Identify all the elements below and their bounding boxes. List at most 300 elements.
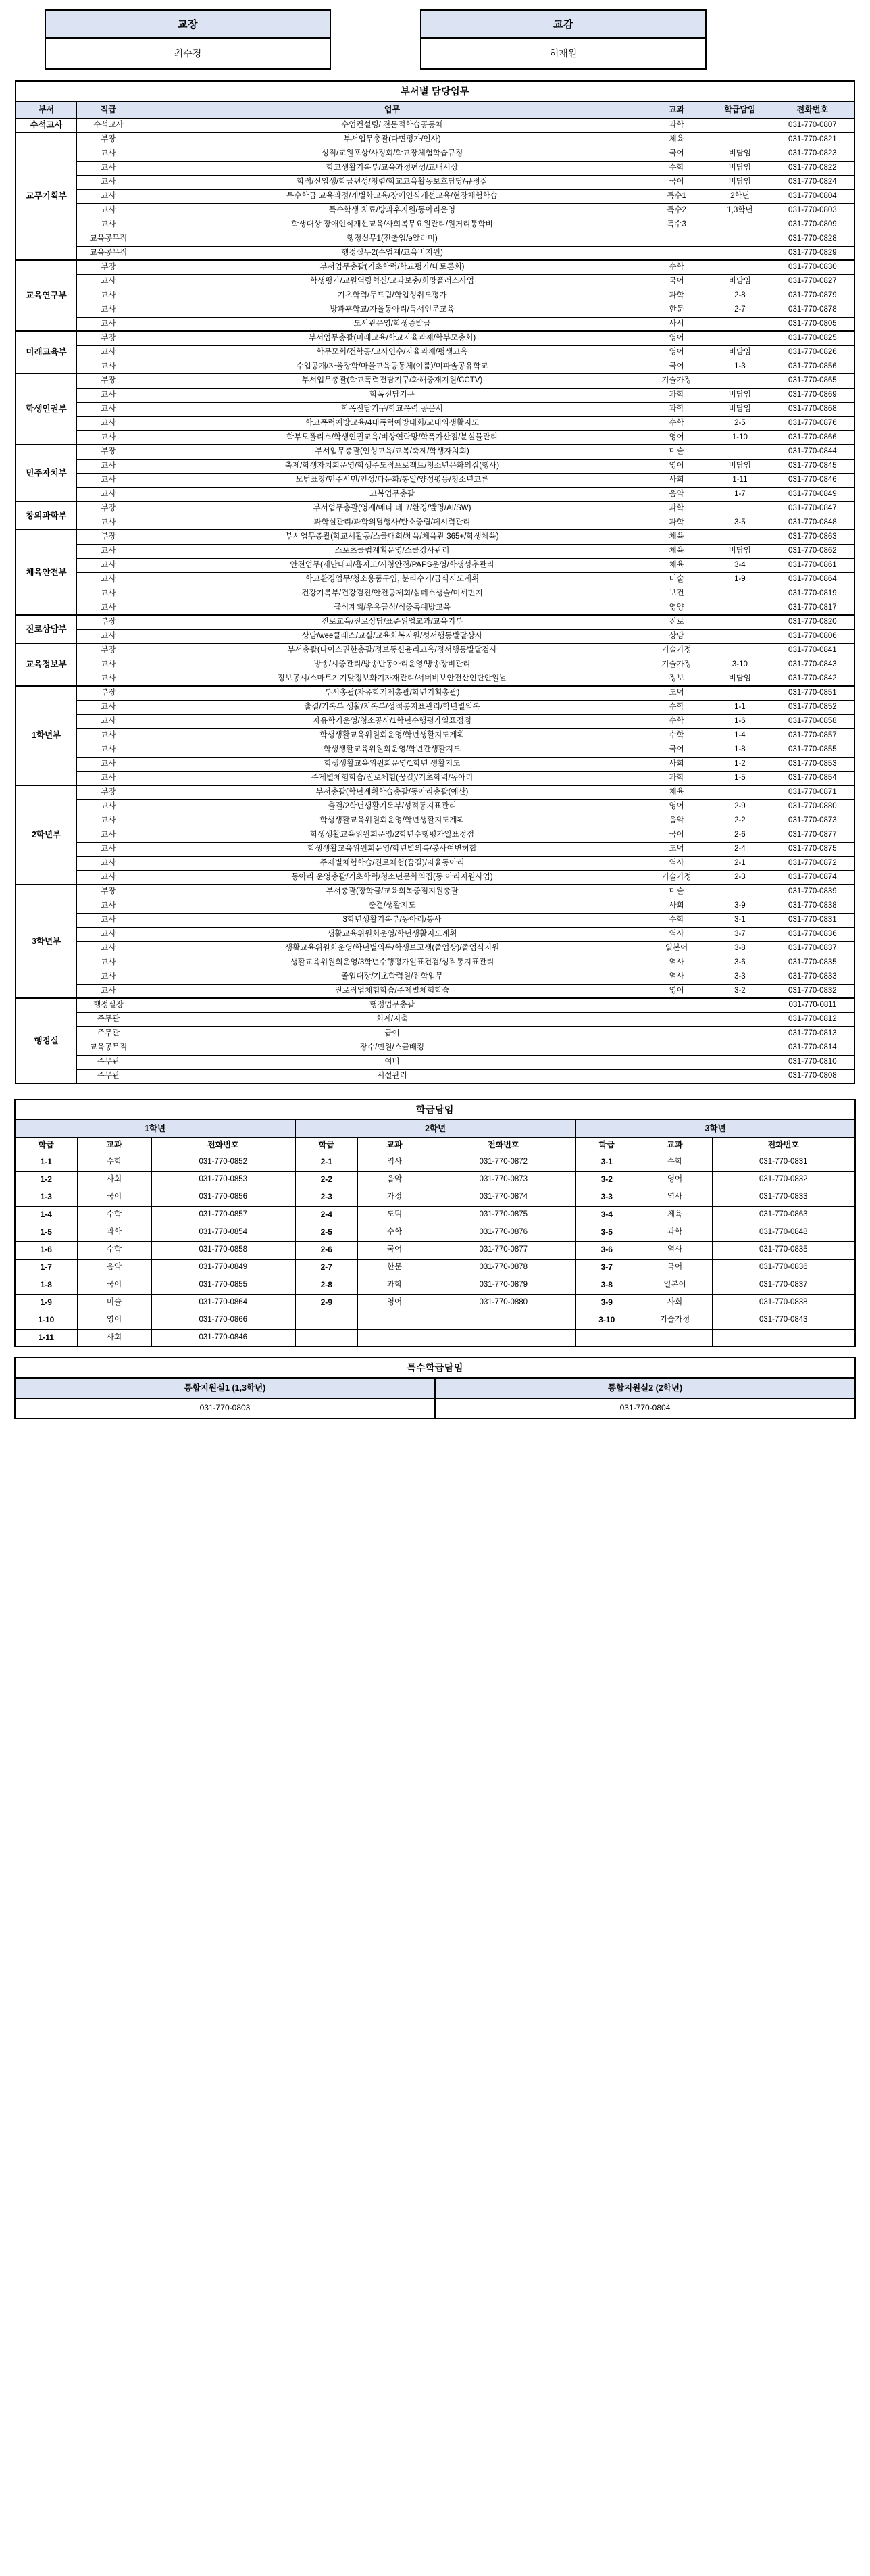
phone-cell: 031-770-0836	[771, 927, 854, 941]
homeroom-cell: 비담임	[709, 147, 771, 161]
table-row	[16, 842, 854, 856]
phone-cell: 031-770-0869	[771, 388, 854, 402]
rank-cell: 교사	[77, 728, 140, 743]
duty-cell: 졸업대장/기초학력원/진학업무	[140, 970, 644, 984]
subject-cell: 영양	[644, 601, 709, 615]
rank-cell: 교사	[77, 218, 140, 232]
table-row	[16, 870, 854, 885]
subject-cell: 사서	[644, 317, 709, 331]
table-row	[16, 558, 854, 572]
duty-cell: 교복업무총괄	[140, 487, 644, 501]
phone-cell: 031-770-0809	[771, 218, 854, 232]
phone-cell: 031-770-0830	[771, 260, 854, 274]
phone-cell: 031-770-0868	[771, 402, 854, 416]
special-room-2-phone: 031-770-0804	[435, 1398, 855, 1418]
homeroom-phone-cell: 031-770-0853	[151, 1171, 295, 1189]
phone-cell: 031-770-0858	[771, 714, 854, 728]
phone-cell: 031-770-0831	[771, 913, 854, 927]
rank-cell: 부장	[77, 615, 140, 629]
table-row	[16, 1041, 854, 1055]
homeroom-cell: 2학년	[709, 189, 771, 203]
homeroom-phone-cell: 031-770-0832	[712, 1171, 855, 1189]
subcol-phone-2: 전화번호	[432, 1137, 575, 1154]
duty-cell: 과학실관리/과학의달행사/탄소중립/페시력관리	[140, 516, 644, 530]
duty-cell: 학교환경업무/청소용품구입, 분리수거/급식시도계획	[140, 572, 644, 587]
rank-cell: 교사	[77, 203, 140, 218]
rank-cell: 교사	[77, 870, 140, 885]
homeroom-cell: 3-2	[709, 984, 771, 998]
homeroom-class-cell: 2-4	[295, 1206, 357, 1224]
table-row	[16, 388, 854, 402]
phone-cell: 031-770-0804	[771, 189, 854, 203]
homeroom-cell	[709, 615, 771, 629]
duty-cell: 상담/wee클래스/교실/교육회복지원/성서행동발달상사	[140, 629, 644, 643]
rank-cell: 교사	[77, 587, 140, 601]
leadership-row	[45, 0, 870, 80]
col-header-homeroom: 학급담임	[709, 101, 771, 118]
department-duty-body	[16, 118, 854, 1083]
phone-cell: 031-770-0857	[771, 728, 854, 743]
homeroom-cell: 3-1	[709, 913, 771, 927]
homeroom-cell: 비담임	[709, 388, 771, 402]
homeroom-class-cell: 3-4	[575, 1206, 638, 1224]
phone-cell: 031-770-0826	[771, 345, 854, 360]
rank-cell: 교사	[77, 544, 140, 558]
table-row	[16, 913, 854, 927]
homeroom-cell: 3-7	[709, 927, 771, 941]
subject-cell: 수학	[644, 416, 709, 430]
table-row	[16, 643, 854, 658]
duty-cell: 부서업무총괄(학교폭력전담기구/화해중재지원/CCTV)	[140, 374, 644, 388]
homeroom-class-cell: 2-1	[295, 1154, 357, 1171]
homeroom-subject-cell: 수학	[77, 1206, 151, 1224]
subject-cell: 수학	[644, 260, 709, 274]
homeroom-subject-cell: 과학	[77, 1224, 151, 1241]
phone-cell: 031-770-0812	[771, 1012, 854, 1026]
homeroom-phone-cell: 031-770-0831	[712, 1154, 855, 1171]
table-row	[16, 147, 854, 161]
homeroom-cell: 2-3	[709, 870, 771, 885]
phone-cell: 031-770-0871	[771, 785, 854, 799]
phone-cell: 031-770-0878	[771, 303, 854, 317]
homeroom-class-cell: 1-1	[15, 1154, 77, 1171]
rank-cell: 부장	[77, 132, 140, 147]
homeroom-subject-cell: 기술가정	[638, 1312, 712, 1329]
subject-cell: 사회	[644, 757, 709, 771]
department-name-cell: 교육정보부	[16, 643, 77, 686]
table-row	[16, 970, 854, 984]
homeroom-cell	[709, 885, 771, 899]
phone-cell: 031-770-0839	[771, 885, 854, 899]
subject-cell: 특수2	[644, 203, 709, 218]
homeroom-cell	[709, 530, 771, 544]
homeroom-class-cell: 1-8	[15, 1277, 77, 1294]
duty-cell: 수업컨설팅/ 전문적학습공동체	[140, 118, 644, 132]
table-row	[16, 1012, 854, 1026]
phone-cell: 031-770-0832	[771, 984, 854, 998]
department-name-cell: 1학년부	[16, 686, 77, 785]
department-name-cell: 3학년부	[16, 885, 77, 998]
phone-cell: 031-770-0842	[771, 672, 854, 686]
homeroom-cell: 1-2	[709, 757, 771, 771]
subject-cell	[644, 1055, 709, 1069]
homeroom-subject-cell: 한문	[357, 1259, 432, 1277]
homeroom-cell: 2-4	[709, 842, 771, 856]
homeroom-row	[15, 1189, 855, 1206]
homeroom-phone-cell: 031-770-0880	[432, 1294, 575, 1312]
homeroom-phone-cell: 031-770-0846	[151, 1329, 295, 1347]
rank-cell: 교사	[77, 416, 140, 430]
main-table-banner: 부서별 담당업무	[16, 81, 854, 101]
homeroom-subject-cell: 체육	[638, 1206, 712, 1224]
rank-cell: 교사	[77, 572, 140, 587]
homeroom-phone-cell: 031-770-0835	[712, 1241, 855, 1259]
subject-cell: 보건	[644, 587, 709, 601]
homeroom-phone-cell: 031-770-0833	[712, 1189, 855, 1206]
homeroom-row	[15, 1329, 855, 1347]
phone-cell: 031-770-0862	[771, 544, 854, 558]
rank-cell: 부장	[77, 530, 140, 544]
rank-cell: 교사	[77, 147, 140, 161]
special-banner: 특수학급담임	[15, 1358, 855, 1378]
rank-cell: 교사	[77, 984, 140, 998]
subject-cell: 국어	[644, 828, 709, 842]
department-name-cell: 민주자치부	[16, 445, 77, 501]
table-row	[16, 984, 854, 998]
rank-cell: 행정실장	[77, 998, 140, 1012]
homeroom-cell: 3-8	[709, 941, 771, 956]
homeroom-cell	[709, 445, 771, 459]
phone-cell: 031-770-0873	[771, 814, 854, 828]
rank-cell: 교사	[77, 189, 140, 203]
subject-cell: 일본어	[644, 941, 709, 956]
homeroom-subject-cell	[357, 1312, 432, 1329]
table-row	[16, 189, 854, 203]
special-room-1-header: 통합지원실1 (1,3학년)	[15, 1378, 435, 1398]
homeroom-cell	[709, 1012, 771, 1026]
homeroom-class-cell: 2-6	[295, 1241, 357, 1259]
special-phone-row	[15, 1398, 855, 1418]
department-name-cell: 수석교사	[16, 118, 77, 132]
homeroom-class-cell: 3-9	[575, 1294, 638, 1312]
homeroom-class-cell: 2-9	[295, 1294, 357, 1312]
homeroom-cell: 비담임	[709, 544, 771, 558]
subject-cell: 과학	[644, 118, 709, 132]
rank-cell: 교사	[77, 743, 140, 757]
table-row	[16, 799, 854, 814]
rank-cell: 부장	[77, 785, 140, 799]
homeroom-class-cell: 3-10	[575, 1312, 638, 1329]
rank-cell: 부장	[77, 445, 140, 459]
homeroom-class-cell: 1-10	[15, 1312, 77, 1329]
subject-cell: 과학	[644, 289, 709, 303]
homeroom-subject-cell: 가정	[357, 1189, 432, 1206]
phone-cell: 031-770-0874	[771, 870, 854, 885]
homeroom-subject-cell	[357, 1329, 432, 1347]
duty-cell: 행정실무2(수업계/교육비지원)	[140, 246, 644, 260]
homeroom-phone-cell: 031-770-0849	[151, 1259, 295, 1277]
phone-cell: 031-770-0854	[771, 771, 854, 785]
phone-cell: 031-770-0848	[771, 516, 854, 530]
homeroom-subject-cell: 국어	[638, 1259, 712, 1277]
homeroom-class-cell: 1-9	[15, 1294, 77, 1312]
table-row	[16, 274, 854, 289]
phone-cell: 031-770-0847	[771, 501, 854, 516]
duty-cell: 특수학생 치료/방과후지원/동아리운영	[140, 203, 644, 218]
duty-cell: 진로직업체험학습/주제별체험학습	[140, 984, 644, 998]
homeroom-phone-cell: 031-770-0837	[712, 1277, 855, 1294]
duty-cell: 부서업무총괄(영재/메타 테크/환경/발명/AI/SW)	[140, 501, 644, 516]
subject-cell: 역사	[644, 856, 709, 870]
homeroom-cell	[709, 587, 771, 601]
table-row	[16, 572, 854, 587]
phone-cell: 031-770-0811	[771, 998, 854, 1012]
homeroom-subject-cell: 사회	[77, 1171, 151, 1189]
rank-cell: 부장	[77, 885, 140, 899]
grade-header-3: 3학년	[575, 1120, 855, 1137]
subject-cell: 도덕	[644, 842, 709, 856]
homeroom-cell: 3-6	[709, 956, 771, 970]
subject-cell: 체육	[644, 132, 709, 147]
table-row	[16, 530, 854, 544]
table-row	[16, 218, 854, 232]
homeroom-row	[15, 1277, 855, 1294]
table-row	[16, 998, 854, 1012]
homeroom-class-cell: 3-5	[575, 1224, 638, 1241]
homeroom-phone-cell: 031-770-0872	[432, 1154, 575, 1171]
spacer-3	[0, 1419, 870, 1434]
rank-cell: 교사	[77, 814, 140, 828]
subject-cell: 수학	[644, 913, 709, 927]
rank-cell: 교사	[77, 629, 140, 643]
homeroom-cell: 1-9	[709, 572, 771, 587]
duty-cell: 출결/기록부 생활/지록부/성적통지표관리/학년별의록	[140, 700, 644, 714]
homeroom-subject-cell: 역사	[638, 1241, 712, 1259]
homeroom-cell: 3-10	[709, 658, 771, 672]
subject-cell	[644, 232, 709, 246]
phone-cell: 031-770-0821	[771, 132, 854, 147]
special-homeroom-table	[14, 1357, 856, 1419]
subject-cell: 영어	[644, 331, 709, 345]
subject-cell: 역사	[644, 927, 709, 941]
subject-cell: 영어	[644, 430, 709, 445]
duty-cell: 장수/민원/스클배킹	[140, 1041, 644, 1055]
phone-cell: 031-770-0825	[771, 331, 854, 345]
phone-cell: 031-770-0875	[771, 842, 854, 856]
homeroom-class-cell: 1-3	[15, 1189, 77, 1206]
col-header-duty: 업무	[140, 101, 644, 118]
table-row	[16, 374, 854, 388]
homeroom-cell	[709, 331, 771, 345]
homeroom-subject-cell: 국어	[77, 1277, 151, 1294]
phone-cell: 031-770-0820	[771, 615, 854, 629]
homeroom-phone-cell: 031-770-0855	[151, 1277, 295, 1294]
homeroom-cell	[709, 374, 771, 388]
homeroom-cell: 1-1	[709, 700, 771, 714]
phone-cell: 031-770-0838	[771, 899, 854, 913]
homeroom-cell	[709, 629, 771, 643]
rank-cell: 교사	[77, 558, 140, 572]
homeroom-cell: 3-4	[709, 558, 771, 572]
phone-cell: 031-770-0823	[771, 147, 854, 161]
duty-cell: 동아리 운영총괄/기초학력/청소년문화의집(동 아리지원사업)	[140, 870, 644, 885]
rank-cell: 교사	[77, 360, 140, 374]
subject-cell: 기술가정	[644, 374, 709, 388]
homeroom-cell: 2-1	[709, 856, 771, 870]
homeroom-banner: 학급담임	[15, 1099, 855, 1120]
homeroom-subject-cell: 수학	[77, 1154, 151, 1171]
homeroom-class-cell: 3-8	[575, 1277, 638, 1294]
homeroom-phone-cell: 031-770-0866	[151, 1312, 295, 1329]
phone-cell: 031-770-0845	[771, 459, 854, 473]
homeroom-cell	[709, 232, 771, 246]
department-name-cell: 교무기획부	[16, 132, 77, 260]
duty-cell: 방송/시중관리/방송반동아리운영/방송장비관리	[140, 658, 644, 672]
grade-header-1: 1학년	[15, 1120, 295, 1137]
department-name-cell: 창의과학부	[16, 501, 77, 530]
rank-cell: 교사	[77, 700, 140, 714]
homeroom-class-cell: 3-1	[575, 1154, 638, 1171]
duty-cell: 축제/학생자치회운영/학생주도적프로젝트/청소년문화의집(행사)	[140, 459, 644, 473]
table-row	[16, 544, 854, 558]
homeroom-cell: 2-5	[709, 416, 771, 430]
rank-cell: 부장	[77, 331, 140, 345]
duty-cell: 학생대상 장애인식개선교육/사회복무요원관리/원거리통학비	[140, 218, 644, 232]
homeroom-row	[15, 1241, 855, 1259]
duty-cell: 부서업무총괄(인성교육/교복/축제/학생자치회)	[140, 445, 644, 459]
homeroom-sub-header-row	[15, 1137, 855, 1154]
rank-cell: 부장	[77, 686, 140, 700]
table-row	[16, 658, 854, 672]
duty-cell: 부서업무총괄(기초학력/학교평가/대토론회)	[140, 260, 644, 274]
homeroom-class-cell: 2-5	[295, 1224, 357, 1241]
homeroom-cell: 비담임	[709, 402, 771, 416]
subject-cell: 영어	[644, 984, 709, 998]
duty-cell: 출결/생활지도	[140, 899, 644, 913]
homeroom-cell: 3-5	[709, 516, 771, 530]
homeroom-phone-cell: 031-770-0874	[432, 1189, 575, 1206]
homeroom-subject-cell: 사회	[77, 1329, 151, 1347]
table-row	[16, 757, 854, 771]
table-row	[16, 501, 854, 516]
phone-cell: 031-770-0864	[771, 572, 854, 587]
homeroom-class-cell	[295, 1329, 357, 1347]
rank-cell: 교사	[77, 757, 140, 771]
homeroom-grade-header-row	[15, 1120, 855, 1137]
homeroom-phone-cell	[432, 1312, 575, 1329]
rank-cell: 교사	[77, 658, 140, 672]
subject-cell: 국어	[644, 743, 709, 757]
homeroom-cell	[709, 998, 771, 1012]
homeroom-cell: 1-4	[709, 728, 771, 743]
rank-cell: 교사	[77, 473, 140, 487]
homeroom-cell: 2-6	[709, 828, 771, 842]
rank-cell: 교사	[77, 487, 140, 501]
rank-cell: 주무관	[77, 1012, 140, 1026]
phone-cell: 031-770-0806	[771, 629, 854, 643]
phone-cell: 031-770-0814	[771, 1041, 854, 1055]
duty-cell: 시설관리	[140, 1069, 644, 1083]
phone-cell: 031-770-0837	[771, 941, 854, 956]
homeroom-cell	[709, 643, 771, 658]
homeroom-cell: 1-3	[709, 360, 771, 374]
duty-cell: 학폭전담기구/학교폭력 공문서	[140, 402, 644, 416]
grade-header-2: 2학년	[295, 1120, 575, 1137]
homeroom-cell	[709, 317, 771, 331]
rank-cell: 주무관	[77, 1055, 140, 1069]
rank-cell: 부장	[77, 374, 140, 388]
phone-cell: 031-770-0810	[771, 1055, 854, 1069]
rank-cell: 수석교사	[77, 118, 140, 132]
duty-cell: 학적/신입생/학급편성/청렴/학교교육활동보호담당/규정집	[140, 175, 644, 189]
phone-cell: 031-770-0861	[771, 558, 854, 572]
duty-cell: 학생평가/교원역량혁신/교과보충/희망플러스사업	[140, 274, 644, 289]
subject-cell: 수학	[644, 714, 709, 728]
homeroom-cell: 1-11	[709, 473, 771, 487]
duty-cell: 학생생활교육위원회운영/학년별의록/봉사여변허합	[140, 842, 644, 856]
table-row	[16, 317, 854, 331]
homeroom-subject-cell: 도덕	[357, 1206, 432, 1224]
phone-cell: 031-770-0805	[771, 317, 854, 331]
department-duty-table	[15, 80, 855, 1084]
homeroom-row	[15, 1259, 855, 1277]
table-row	[16, 303, 854, 317]
rank-cell: 교사	[77, 317, 140, 331]
homeroom-cell: 1-8	[709, 743, 771, 757]
duty-cell: 여비	[140, 1055, 644, 1069]
homeroom-class-cell	[295, 1312, 357, 1329]
duty-cell: 스포츠클럽계획운영/스클강사관리	[140, 544, 644, 558]
phone-cell: 031-770-0866	[771, 430, 854, 445]
homeroom-phone-cell: 031-770-0877	[432, 1241, 575, 1259]
rank-cell: 교사	[77, 799, 140, 814]
rank-cell: 교사	[77, 274, 140, 289]
subject-cell: 기술가정	[644, 658, 709, 672]
phone-cell: 031-770-0824	[771, 175, 854, 189]
homeroom-subject-cell: 과학	[638, 1224, 712, 1241]
duty-cell: 주제별체험학습/진로체험(꿈길)/자율동아리	[140, 856, 644, 870]
homeroom-cell	[709, 260, 771, 274]
phone-cell: 031-770-0813	[771, 1026, 854, 1041]
table-row	[16, 345, 854, 360]
col-header-rank: 직급	[77, 101, 140, 118]
duty-cell: 학교생활기록부/교육과정편성/교내시상	[140, 161, 644, 175]
department-name-cell: 행정실	[16, 998, 77, 1083]
rank-cell: 교사	[77, 345, 140, 360]
phone-cell: 031-770-0828	[771, 232, 854, 246]
subject-cell: 상담	[644, 629, 709, 643]
rank-cell: 교사	[77, 842, 140, 856]
special-room-1-phone: 031-770-0803	[15, 1398, 435, 1418]
table-row	[16, 828, 854, 842]
phone-cell: 031-770-0880	[771, 799, 854, 814]
duty-cell: 학폭전담기구	[140, 388, 644, 402]
phone-cell: 031-770-0844	[771, 445, 854, 459]
main-table-header-row	[16, 101, 854, 118]
homeroom-subject-cell: 영어	[77, 1312, 151, 1329]
rank-cell: 교사	[77, 672, 140, 686]
homeroom-cell: 2-2	[709, 814, 771, 828]
table-row	[16, 360, 854, 374]
duty-cell: 모범표창/민주시민/인성/다문화/통일/양성평등/청소년교류	[140, 473, 644, 487]
homeroom-phone-cell: 031-770-0864	[151, 1294, 295, 1312]
table-row	[16, 459, 854, 473]
homeroom-phone-cell: 031-770-0876	[432, 1224, 575, 1241]
homeroom-subject-cell: 역사	[357, 1154, 432, 1171]
rank-cell: 교사	[77, 941, 140, 956]
rank-cell: 교사	[77, 956, 140, 970]
homeroom-cell: 비담임	[709, 459, 771, 473]
